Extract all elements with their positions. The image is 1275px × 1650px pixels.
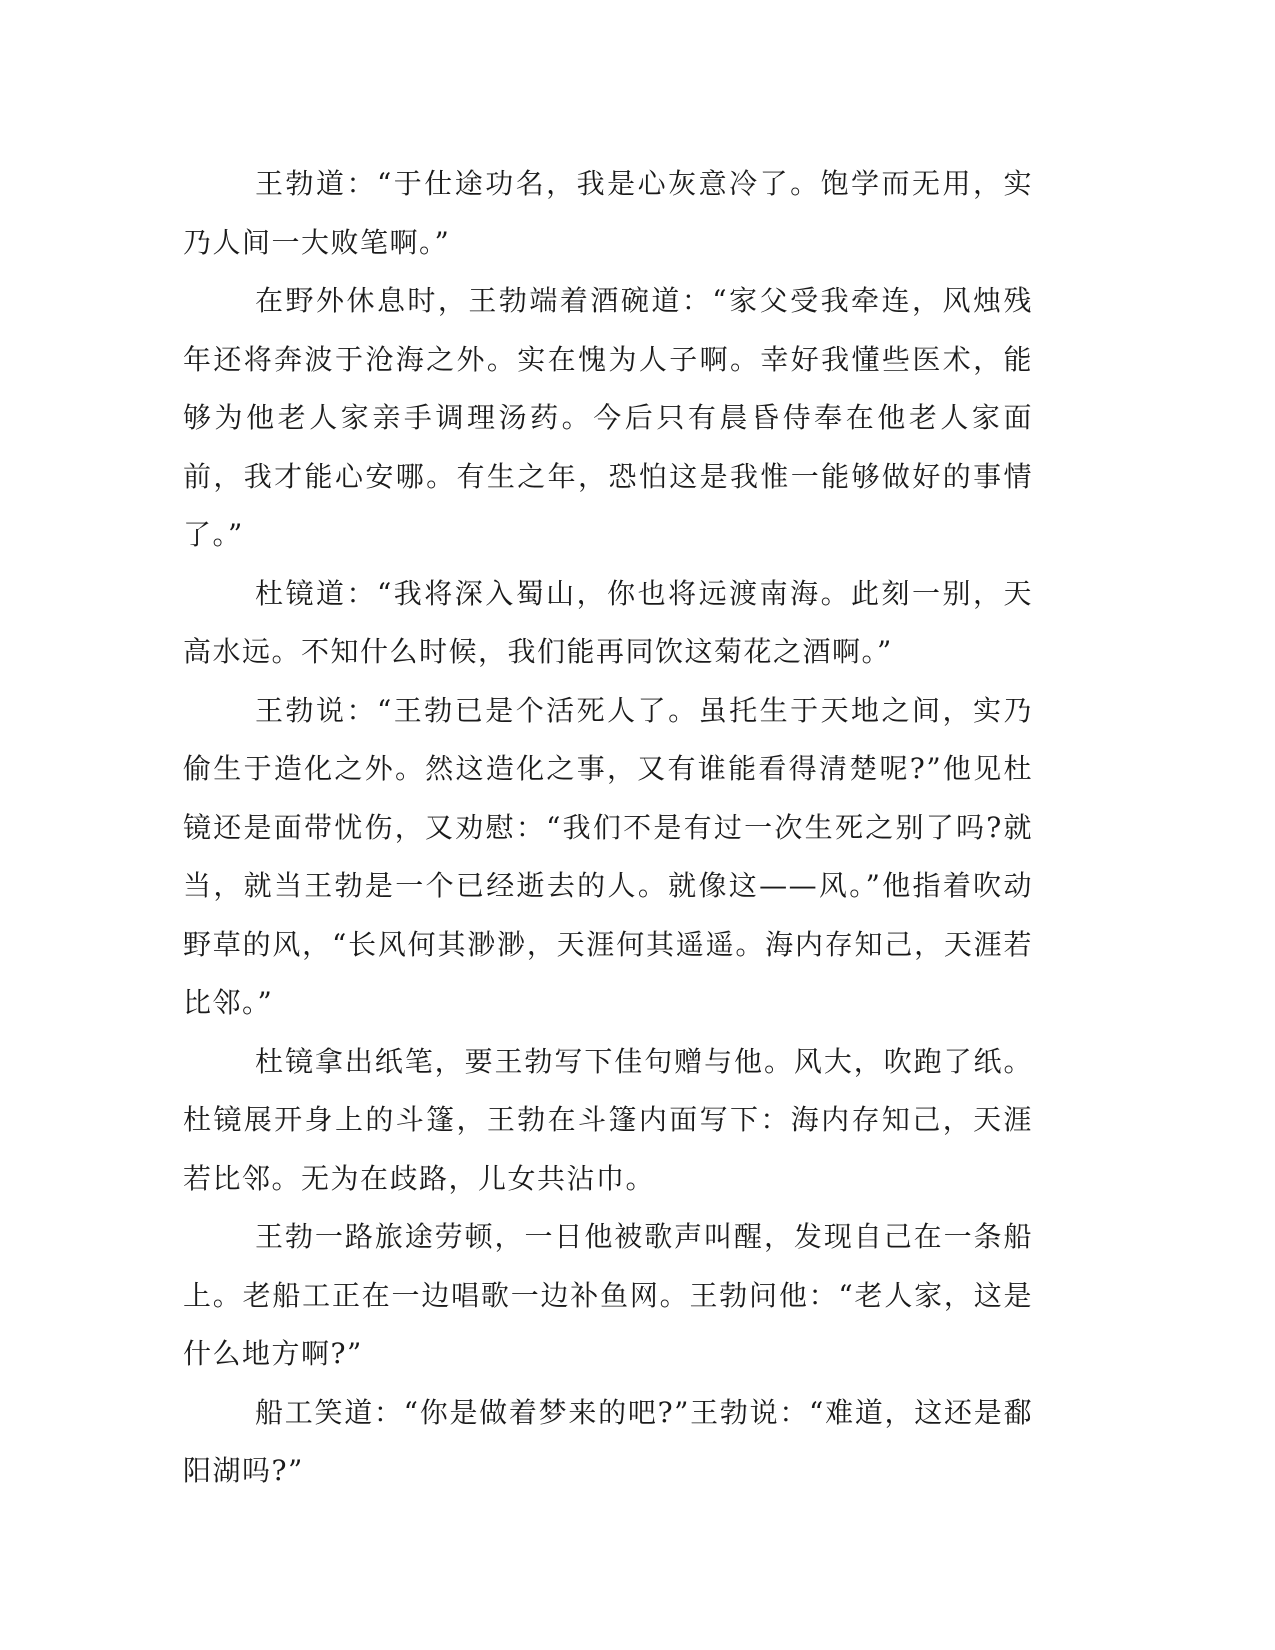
paragraph: 在野外休息时，王勃端着酒碗道：“家父受我牵连，风烛残年还将奔波于沧海之外。实在愧为人子啊。幸好我懂些医术，能够为他老人家亲手调理汤药。今后只有晨昏侍奉在他老人家面前，我才能心安哪。有生之年，恐怕这是我惟一能够做好的事情了。” xyxy=(183,284,1033,551)
paragraph: 王勃道：“于仕途功名，我是心灰意冷了。饱学而无用，实乃人间一大败笔啊。” xyxy=(183,167,1033,259)
paragraph: 王勃说：“王勃已是个活死人了。虽托生于天地之间，实乃偷生于造化之外。然这造化之事，又有谁能看得清楚呢?”他见杜镜还是面带忧伤，又劝慰：“我们不是有过一次生死之别了吗?就当，就当王勃是一个已经逝去的人。就像这——风。”他指着吹动野草的风，“长风何其渺渺，天涯何其遥遥。海内存知己，天涯若比邻。” xyxy=(183,693,1033,1019)
paragraph: 杜镜拿出纸笔，要王勃写下佳句赠与他。风大，吹跑了纸。杜镜展开身上的斗篷，王勃在斗篷内面写下：海内存知己，天涯若比邻。无为在歧路，儿女共沾巾。 xyxy=(183,1044,1033,1195)
paragraph: 王勃一路旅途劳顿，一日他被歌声叫醒，发现自己在一条船上。老船工正在一边唱歌一边补鱼网。王勃问他：“老人家，这是什么地方啊?” xyxy=(183,1220,1033,1370)
paragraph: 杜镜道：“我将深入蜀山，你也将远渡南海。此刻一别，天高水远。不知什么时候，我们能再同饮这菊花之酒啊。” xyxy=(183,576,1033,668)
paragraph: 船工笑道：“你是做着梦来的吧?”王勃说：“难道，这还是鄱阳湖吗?” xyxy=(183,1395,1033,1487)
body-text xyxy=(183,155,1033,1501)
